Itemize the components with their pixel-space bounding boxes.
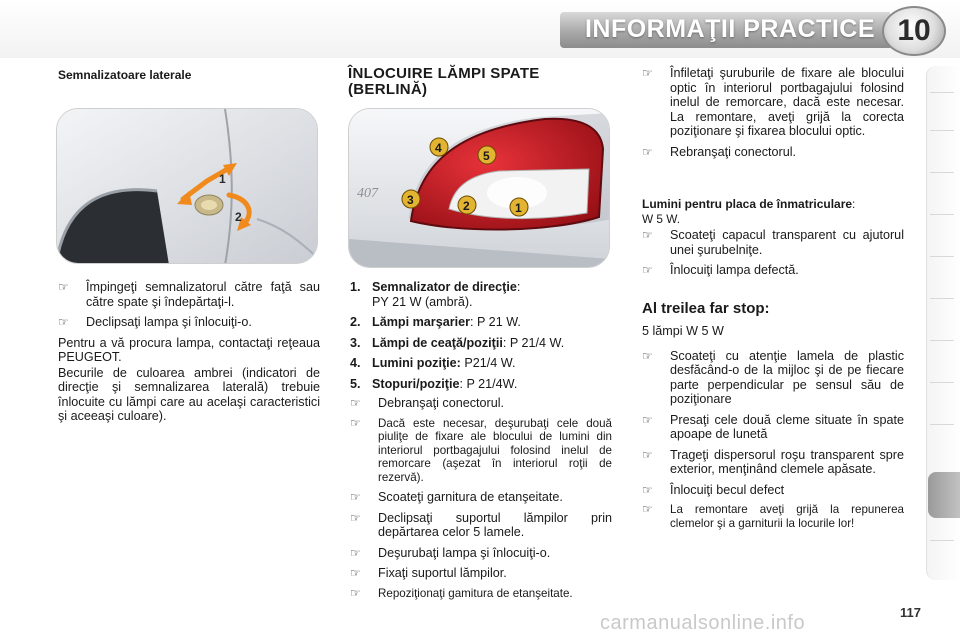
list-item: ☞ Scoateţi cu atenţie lamela de plastic desfăcând-o de la mijloc şi de pe fiecare parte perpendicular pe sensul său de poziţionare <box>642 348 904 406</box>
hand-pointer-icon: ☞ <box>642 482 653 497</box>
list-item: ☞ Împingeţi semnalizatorul către faţă sau către spate şi îndepărtaţi-l. <box>58 280 320 309</box>
third-stop-light-heading: Al treilea far stop: <box>642 299 770 317</box>
side-tab-divider <box>930 256 954 257</box>
hand-pointer-icon: ☞ <box>642 348 653 363</box>
list-item: ☞ Dacă este necesar, deşurubaţi cele două piuliţe de fixare ale blocului de lumini din interiorul portbagajului folosind inelul de remorcare (aşezat în interiorul roţii de rezervă). <box>350 415 612 484</box>
hand-pointer-icon: ☞ <box>350 396 361 410</box>
lamp-label-5: 5 <box>483 149 490 163</box>
side-tab-divider <box>930 130 954 131</box>
hand-pointer-icon: ☞ <box>642 66 653 80</box>
side-tab-divider <box>930 424 954 425</box>
right-column-text <box>642 66 904 530</box>
plate-lights-heading: Lumini pentru placa de înmatriculare <box>642 197 853 211</box>
paragraph-amber-bulbs: Becurile de culoarea ambrei (indicatori de direcţie şi semnalizarea laterală) trebuie înlocuite cu lămpi care au acelaşi caracteristici şi aceeaşi culoare). <box>58 365 320 423</box>
section-heading-side-indicators: Semnalizatoare laterale <box>58 68 192 82</box>
watermark: carmanualsonline.info <box>600 612 806 634</box>
lamp-label-3: 3 <box>407 193 414 207</box>
hand-pointer-icon: ☞ <box>58 280 69 294</box>
diagram-label-2: 2 <box>235 210 242 224</box>
hand-pointer-icon: ☞ <box>350 585 361 600</box>
list-item: ☞ Declipsaţi lampa şi înlocuiţi-o. <box>58 315 252 329</box>
list-item: 1. Semnalizator de direcţie: PY 21 W (ambră). <box>350 280 521 309</box>
diagram-label-1: 1 <box>219 172 226 186</box>
hand-pointer-icon: ☞ <box>642 228 653 242</box>
side-tab-divider <box>930 540 954 541</box>
list-item: ☞ Declipsaţi suportul lămpilor prin depărtarea celor 5 lamele. <box>350 510 612 539</box>
hand-pointer-icon: ☞ <box>642 263 653 277</box>
list-item: ☞ Deşurubaţi lampa şi înlocuiţi-o. <box>350 545 551 560</box>
side-tab-divider <box>930 382 954 383</box>
side-tab-divider <box>930 92 954 93</box>
hand-pointer-icon: ☞ <box>642 412 653 427</box>
side-indicator-photo <box>56 108 318 264</box>
hand-pointer-icon: ☞ <box>350 415 361 430</box>
hand-pointer-icon: ☞ <box>58 315 69 329</box>
list-item: ☞ Presaţi cele două cleme situate în spate apoape de lunetă <box>642 412 904 441</box>
side-tab-divider <box>930 298 954 299</box>
lamp-label-4: 4 <box>435 141 442 155</box>
lamp-label-1: 1 <box>515 201 522 215</box>
list-item: 3. Lămpi de ceaţă/poziţii: P 21/4 W. <box>350 335 565 350</box>
list-item: ☞ Rebranşaţi conectorul. <box>642 144 797 159</box>
section-heading-rear-lamps: ÎNLOCUIRE LĂMPI SPATE (BERLINĂ) <box>348 65 540 98</box>
list-item: ☞ La remontare aveţi grijă la repunerea clemelor şi a garniturii la locurile lor! <box>642 502 904 530</box>
car-model-badge: 407 <box>357 186 378 201</box>
hand-pointer-icon: ☞ <box>642 447 653 462</box>
list-item: 2. Lămpi marşarier: P 21 W. <box>350 315 521 329</box>
page-number: 117 <box>900 605 921 620</box>
side-tab-divider <box>930 214 954 215</box>
hand-pointer-icon: ☞ <box>642 144 653 159</box>
list-item: ☞ Trageţi dispersorul roşu transparent spre exterior, menţinând clemele apăsate. <box>642 447 904 476</box>
chapter-number-badge: 10 <box>882 6 946 56</box>
list-item: ☞ Înlocuiţi lampa defectă. <box>642 263 799 277</box>
list-item: 5. Stopuri/poziţie: P 21/4W. <box>350 376 518 391</box>
list-item: ☞ Înlocuiţi becul defect <box>642 482 785 497</box>
side-tab-divider <box>930 172 954 173</box>
third-stop-light-spec: 5 lămpi W 5 W <box>642 324 724 338</box>
middle-column-heading <box>348 66 610 98</box>
side-indicator-illustration <box>57 109 318 264</box>
bulb-spec-list <box>350 280 612 391</box>
hand-pointer-icon: ☞ <box>350 510 361 525</box>
hand-pointer-icon: ☞ <box>350 545 361 560</box>
list-item: ☞ Scoateţi garnitura de etanşeitate. <box>350 490 563 504</box>
paragraph-contact-network: Pentru a vă procura lampa, contactaţi reţeaua PEUGEOT. <box>58 335 320 364</box>
plate-lights-spec: Lumini pentru placa de înmatriculare: W 5 W. <box>642 197 856 226</box>
left-column <box>58 68 320 83</box>
rear-lamp-illustration <box>349 109 610 268</box>
list-item: ☞ Repoziţionaţi gamitura de etanşeitate. <box>350 585 573 600</box>
list-item: ☞ Debranşaţi conectorul. <box>350 396 505 410</box>
list-item: ☞ Scoateţi capacul transparent cu ajutorul unei şurubelniţe. <box>642 228 904 257</box>
middle-column-text <box>350 280 612 600</box>
hand-pointer-icon: ☞ <box>350 490 361 504</box>
page-title: INFORMAŢII PRACTICE <box>584 15 875 43</box>
hand-pointer-icon: ☞ <box>642 502 653 516</box>
rear-lamp-photo <box>348 108 610 268</box>
list-item: 4. Lumini poziţie: P21/4 W. <box>350 356 516 370</box>
side-tab-divider <box>930 340 954 341</box>
list-item: ☞ Fixaţi suportul lămpilor. <box>350 566 507 580</box>
side-tab-active-chapter[interactable] <box>928 472 960 518</box>
lamp-label-2: 2 <box>463 199 470 213</box>
hand-pointer-icon: ☞ <box>350 566 361 580</box>
left-column-text <box>58 280 320 424</box>
list-item: ☞ Înfiletaţi şuruburile de fixare ale blocului optic în interiorul portbagajului folosind inelul de remorcare, dacă este necesar. La remontare, aveţi grijă la corecta poziţionare şi fixarea blocului optic. <box>642 66 904 138</box>
